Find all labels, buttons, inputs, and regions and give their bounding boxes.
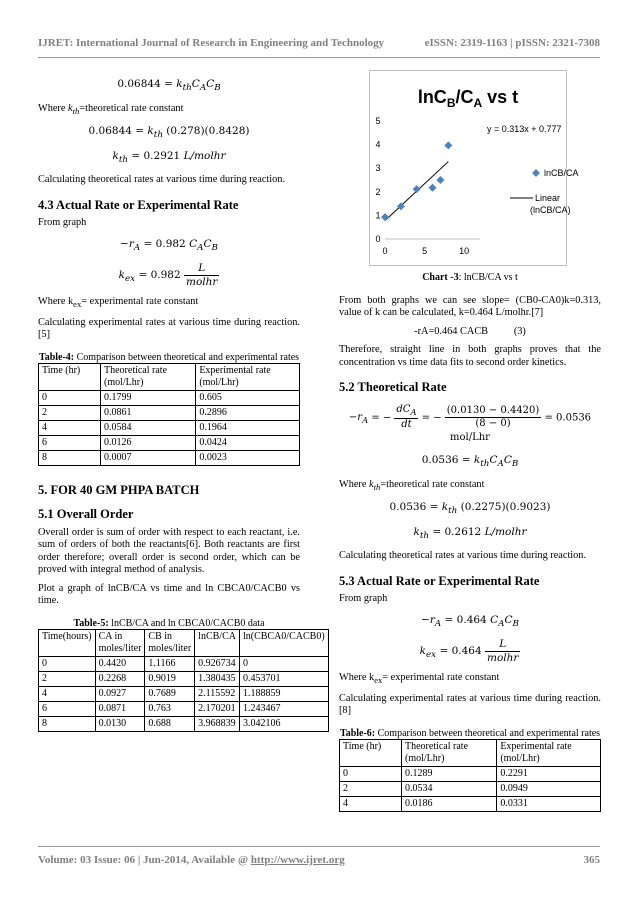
paragraph: Calculating experimental rates at various time during reaction.[8] xyxy=(339,692,601,717)
paragraph: Calculating experimental rates at various time during reaction.[5] xyxy=(38,316,300,341)
chart-caption: Chart -3: lnCB/CA vs t xyxy=(422,272,518,283)
volume-info: Volume: 03 Issue: 06 | Jun-2014, Available @ http://www.ijret.org xyxy=(38,854,345,866)
chart-svg xyxy=(370,71,579,265)
paragraph: From graph xyxy=(339,593,388,605)
paragraph: Where $k_{ex}=$ experimental rate constant xyxy=(339,672,500,686)
table-4: Time (hr) Theoretical rate (mol/Lhr) Experimental rate (mol/Lhr) 0 0.1799 0.605 2 0.0861 0.2896 4 0.0584 0.1964 6 0.0126 0.0424 8 0.0007 0.0023 xyxy=(38,363,300,466)
paragraph: Where $k_{th}=theoretical$ rate constant xyxy=(339,478,485,492)
equation: $k_{ex} = 0.464$ $\frac{L}{\text{molhr}}$ xyxy=(419,638,519,664)
equation: $-r_A = 0.982$ $C_AC_B$ xyxy=(120,237,218,253)
y-tick-label: 2 xyxy=(375,186,381,197)
legend-marker xyxy=(532,169,540,177)
y-tick-label: 3 xyxy=(375,163,381,174)
table-row: 0 0.4420 1.1166 0.926734 0 xyxy=(39,656,329,671)
table-row: 4 0.0927 0.7689 2.115592 1.188859 xyxy=(39,686,329,701)
footer-rule xyxy=(38,846,600,847)
legend-entry-line-2: (lnCB/CA) xyxy=(530,205,571,215)
section-heading: 5.1 Overall Order xyxy=(38,507,134,522)
section-heading: 5. FOR 40 GM PHPA BATCH xyxy=(38,482,200,497)
table-row: 2 0.2268 0.9019 1.380435 0.453701 xyxy=(39,671,329,686)
table-caption: Table-6: Comparison between theoretical and experimental rates xyxy=(339,727,601,739)
paragraph: Therefore, straight line in both graphs proves that the concentration vs time data fits to second order kinetics. xyxy=(339,344,601,368)
table-6: Time (hr) Theoretical rate (mol/Lhr) Experimental rate (mol/Lhr) 0 0.1289 0.2291 2 0.0534 0.0949 4 0.0186 0.0331 xyxy=(339,739,601,812)
table-row: 2 0.0861 0.2896 xyxy=(39,405,300,420)
right-column xyxy=(339,70,601,812)
chart-title: $\ln C_B/C_A$ vs t xyxy=(417,87,519,110)
y-tick-label: 4 xyxy=(375,139,381,150)
x-tick-label: 5 xyxy=(422,246,428,256)
running-footer xyxy=(38,854,600,866)
legend-entry-line-1: Linear xyxy=(535,193,561,203)
y-tick-label: 5 xyxy=(375,116,381,126)
header-rule xyxy=(38,57,600,58)
table-row: 2 0.0534 0.0949 xyxy=(340,781,601,796)
paragraph: From both graphs we can see slope= (CB0-CA0)k=0.313, value of k can be calculated, k=0.464 L/molhr.[7] xyxy=(339,294,601,318)
table-5: Time(hours) CA in moles/liter CB in moles/liter lnCB/CA ln(CBCA0/CACB0) 0 0.4420 1.1166 0.926734 0 2 0.2268 0.9019 1.380435 0.453701 4 0.0927 0.7689 2.115592 1.188859 6 0.0871 0.763 2.170201 1.243467 8 0.0130 0.688 3.968839 3.042106 xyxy=(38,629,329,732)
chart-3 xyxy=(369,70,579,266)
equation: $0.0536 = k_{th}$ (0.2275)(0.9023) xyxy=(389,501,551,517)
legend-entry-points: lnCB/CA xyxy=(544,168,579,178)
section-heading: 4.3 Actual Rate or Experimental Rate xyxy=(38,197,239,212)
equation: $k_{th} = 0.2921$ L/molhr xyxy=(112,149,226,165)
paragraph: Overall order is sum of order with respect to each reactant, i.e. sum of orders of both the reactants[6]. Both reactants are first order therefore; overall order is second order, which can be proved with integral method of analysis. xyxy=(38,526,300,576)
equation: $-r_A = 0.464$ $C_AC_B$ xyxy=(421,613,519,629)
x-tick-label: 0 xyxy=(382,246,388,256)
paragraph: From graph xyxy=(38,217,87,229)
x-tick-label: 10 xyxy=(459,246,470,256)
table-row: 8 0.0130 0.688 3.968839 3.042106 xyxy=(39,716,329,731)
trendline-label: y = 0.313x + 0.777 xyxy=(487,124,562,134)
table-row: 0 0.1799 0.605 xyxy=(39,390,300,405)
paragraph: Calculating theoretical rates at various time during reaction. xyxy=(38,174,286,186)
table-row: 0 0.1289 0.2291 xyxy=(340,766,601,781)
table-row: 6 0.0126 0.0424 xyxy=(39,435,300,450)
table-row: 4 0.0584 0.1964 xyxy=(39,420,300,435)
data-point xyxy=(444,141,452,149)
table-row: 6 0.0871 0.763 2.170201 1.243467 xyxy=(39,701,329,716)
y-tick-label: 1 xyxy=(375,210,381,221)
equation: $-r_A$ = − $\frac{dC_A}{dt}$ = − $\frac{(0.0130 - 0.4420)}{(8 - 0)}$ = 0.0536 mol/Lhr xyxy=(348,403,592,443)
y-tick-label: 0 xyxy=(375,234,381,244)
paragraph: Where $k_{ex}=$ experimental rate constant xyxy=(38,296,199,310)
equation: $0.06844 = k_{th}$ (0.278)(0.8428) xyxy=(88,125,250,141)
paragraph: Plot a graph of lnCB/CA vs time and ln CBCA0/CACB0 vs time. xyxy=(38,582,300,607)
equation: $k_{ex} = 0.982$ $\frac{L}{\text{molhr}}$ xyxy=(118,262,218,288)
table-caption: Table-5: lnCB/CA and ln CBCA0/CACB0 data xyxy=(73,617,265,629)
section-heading: 5.2 Theoretical Rate xyxy=(339,380,447,394)
equation: $0.06844 = k_{th}C_AC_B$ xyxy=(117,78,221,94)
journal-link[interactable]: http://www.ijret.org xyxy=(250,854,345,866)
table-caption: Table-4: Comparison between theoretical and experimental rates xyxy=(38,351,300,363)
table-row: 8 0.0007 0.0023 xyxy=(39,450,300,465)
equation-line: -rA=0.464 CACB (3) xyxy=(414,325,526,337)
data-point xyxy=(429,184,437,192)
data-point xyxy=(381,213,389,221)
equation: $k_{th} = 0.2612$ L/molhr xyxy=(413,525,527,541)
data-point xyxy=(436,176,444,184)
table-row: 4 0.0186 0.0331 xyxy=(340,796,601,811)
section-heading: 5.3 Actual Rate or Experimental Rate xyxy=(339,573,540,588)
running-header xyxy=(38,37,600,49)
paragraph: Where $k_{th}=theoretical$ rate constant xyxy=(38,102,184,116)
issn: eISSN: 2319-1163 | pISSN: 2321-7308 xyxy=(424,37,600,49)
data-point xyxy=(413,185,421,193)
equation: $0.0536 = k_{th}C_AC_B$ xyxy=(421,454,519,470)
left-column xyxy=(38,70,325,732)
journal-name: IJRET: International Journal of Research in Engineering and Technology xyxy=(38,37,385,49)
page-number: 365 xyxy=(583,854,600,866)
paragraph: Calculating theoretical rates at various time during reaction. xyxy=(339,550,587,562)
